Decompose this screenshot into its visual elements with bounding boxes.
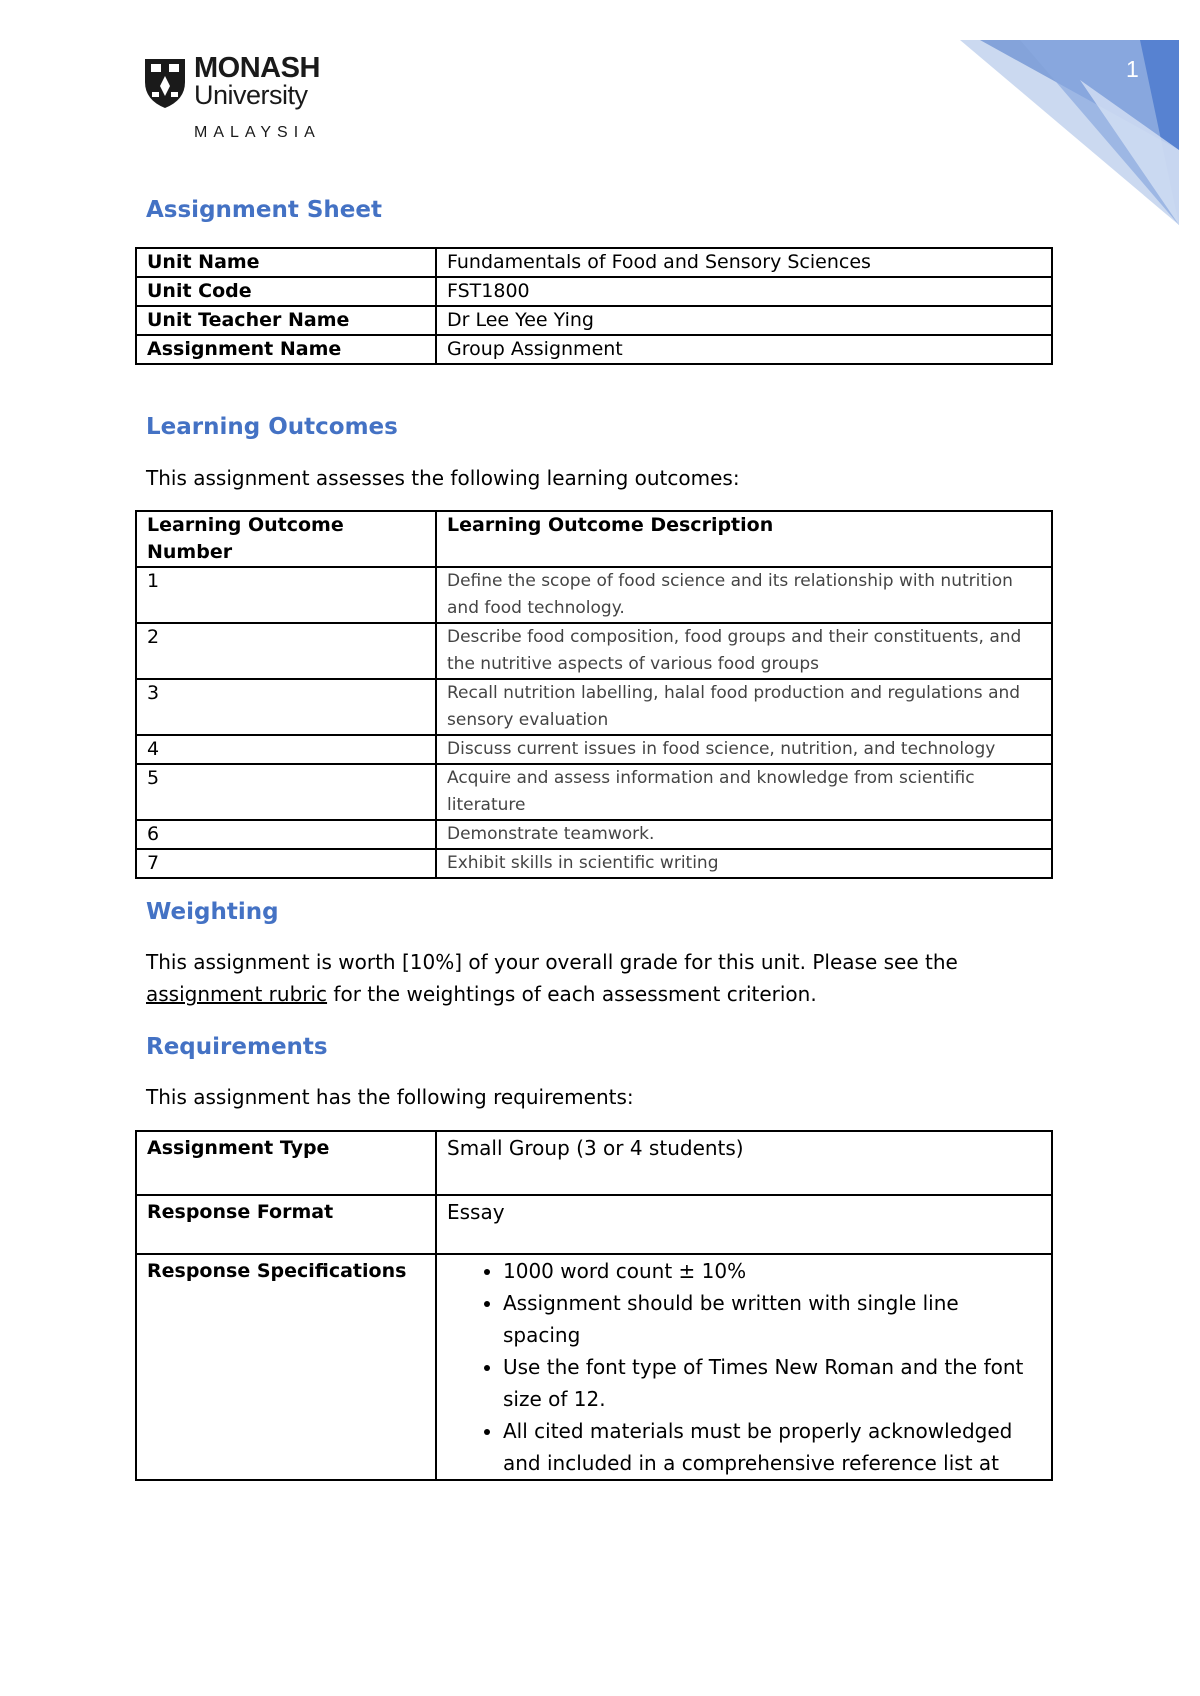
unit-code-label: Unit Code: [136, 277, 436, 306]
weighting-heading: Weighting: [146, 899, 279, 925]
assignment-name-value: Group Assignment: [436, 335, 1052, 364]
crest-icon: [142, 56, 188, 110]
table-row: [136, 764, 1052, 820]
response-specs-list: [447, 1255, 1041, 1479]
learning-outcomes-table: [135, 510, 1053, 879]
table-row: [136, 1131, 1052, 1195]
table-row: [136, 1254, 1052, 1480]
unit-name-value: Fundamentals of Food and Sensory Sciences: [436, 248, 1052, 277]
weighting-text-end: for the weightings of each assessment criterion.: [327, 982, 817, 1006]
assignment-sheet-heading: Assignment Sheet: [146, 197, 382, 223]
table-row: [136, 735, 1052, 764]
assignment-rubric-link[interactable]: assignment rubric: [146, 982, 328, 1006]
response-specs-cell: [436, 1254, 1052, 1480]
table-row: [136, 679, 1052, 735]
weighting-paragraph: [146, 946, 1066, 1010]
list-item: • Use the font type of Times New Roman and the font size of 12.: [503, 1351, 1041, 1415]
logo-monash: MONASH: [194, 52, 320, 84]
outcome-description: Discuss current issues in food science, nutrition, and technology: [436, 735, 1052, 764]
table-row: [136, 820, 1052, 849]
outcome-description: Describe food composition, food groups and their constituents, and the nutritive aspects of various food groups: [436, 623, 1052, 679]
outcome-description: Define the scope of food science and its relationship with nutrition and food technology.: [436, 567, 1052, 623]
table-row: [136, 277, 1052, 306]
response-specs-label: Response Specifications: [136, 1254, 436, 1480]
outcome-number: 6: [136, 820, 436, 849]
outcome-description: Demonstrate teamwork.: [436, 820, 1052, 849]
table-row: [136, 567, 1052, 623]
requirements-table: [135, 1130, 1053, 1481]
table-header-row: [136, 511, 1052, 567]
outcome-number: 3: [136, 679, 436, 735]
table-row: [136, 849, 1052, 878]
unit-teacher-label: Unit Teacher Name: [136, 306, 436, 335]
outcome-number: 2: [136, 623, 436, 679]
page-number: 1: [1126, 56, 1139, 82]
weighting-text: This assignment is worth [10%] of your overall grade for this unit. Please see the: [146, 950, 958, 974]
outcome-number: 4: [136, 735, 436, 764]
logo-malaysia: MALAYSIA: [194, 124, 321, 141]
response-format-value: Essay: [436, 1195, 1052, 1254]
logo-university: University: [194, 80, 308, 110]
outcome-number: 5: [136, 764, 436, 820]
response-format-label: Response Format: [136, 1195, 436, 1254]
outcome-description: Exhibit skills in scientific writing: [436, 849, 1052, 878]
column-header-number: Learning Outcome Number: [136, 511, 436, 567]
list-item: • 1000 word count ± 10%: [503, 1255, 1041, 1287]
table-row: [136, 623, 1052, 679]
learning-outcomes-intro: This assignment assesses the following learning outcomes:: [146, 466, 740, 490]
requirements-intro: This assignment has the following requirements:: [146, 1085, 634, 1109]
corner-decoration: [900, 0, 1200, 230]
list-item: • Assignment should be written with single line spacing: [503, 1287, 1041, 1351]
table-row: [136, 1195, 1052, 1254]
outcome-number: 1: [136, 567, 436, 623]
learning-outcomes-heading: Learning Outcomes: [146, 414, 398, 440]
outcome-description: Recall nutrition labelling, halal food production and regulations and sensory evaluation: [436, 679, 1052, 735]
unit-teacher-value: Dr Lee Yee Ying: [436, 306, 1052, 335]
outcome-description: Acquire and assess information and knowledge from scientific literature: [436, 764, 1052, 820]
column-header-description: Learning Outcome Description: [436, 511, 1052, 567]
unit-name-label: Unit Name: [136, 248, 436, 277]
table-row: [136, 335, 1052, 364]
list-item: • All cited materials must be properly acknowledged and included in a comprehensive reference list at: [503, 1415, 1041, 1479]
unit-code-value: FST1800: [436, 277, 1052, 306]
assignment-name-label: Assignment Name: [136, 335, 436, 364]
requirements-heading: Requirements: [146, 1034, 328, 1060]
table-row: [136, 306, 1052, 335]
outcome-number: 7: [136, 849, 436, 878]
assignment-type-value: Small Group (3 or 4 students): [436, 1131, 1052, 1195]
assignment-type-label: Assignment Type: [136, 1131, 436, 1195]
unit-info-table: [135, 247, 1053, 365]
table-row: [136, 248, 1052, 277]
